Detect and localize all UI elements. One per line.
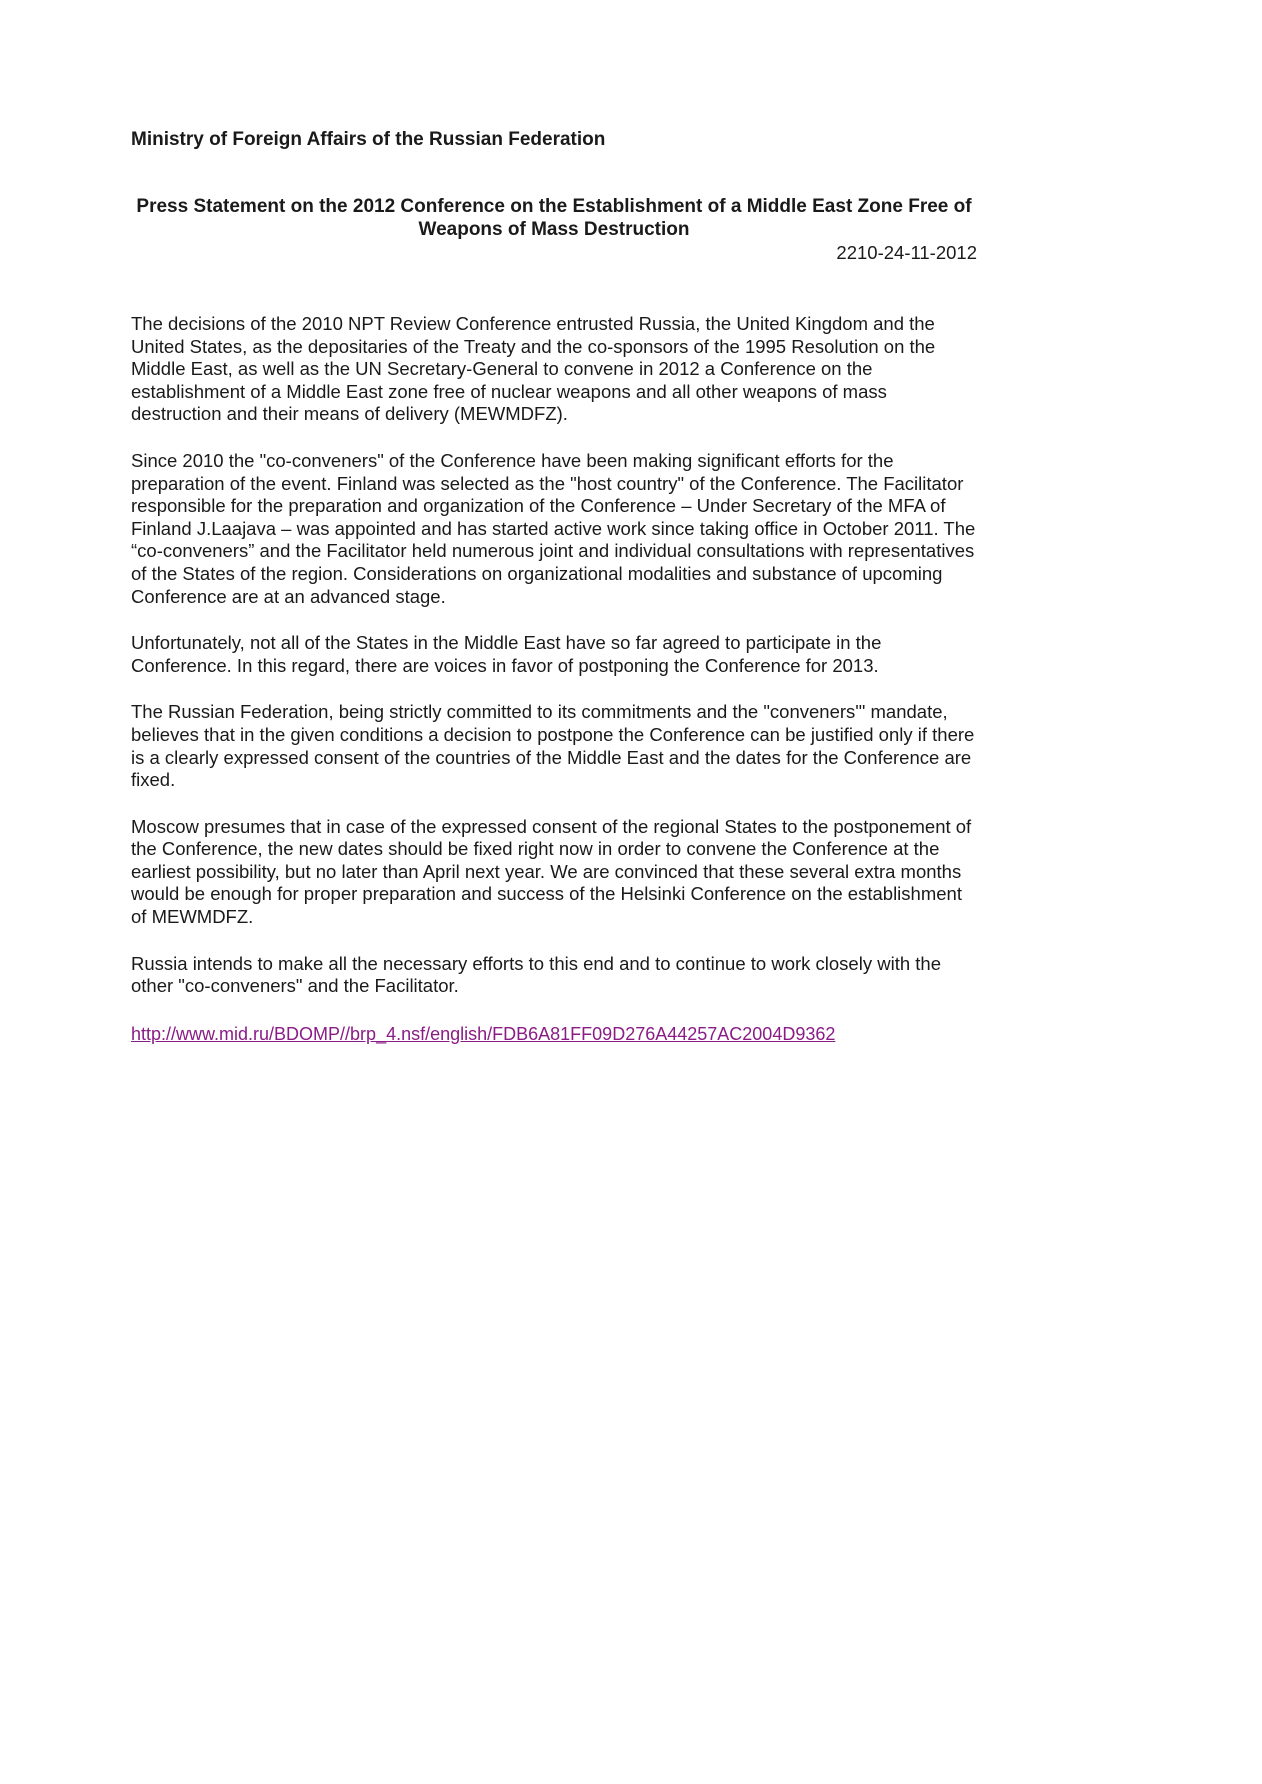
paragraph: Russia intends to make all the necessary efforts to this end and to continue to work closely with the other "co-conveners" and the Facilitator. <box>131 952 941 997</box>
document-body <box>131 313 981 1046</box>
paragraph: Unfortunately, not all of the States in the Middle East have so far agreed to participate in the Conference. In this regard, there are voices in favor of postponing the Conference for 2013. <box>131 632 882 676</box>
paragraph: Moscow presumes that in case of the expressed consent of the regional States to the postponement of the Conference, the new dates should be fixed right now in order to convene the Conference at the earliest possibility, but no later than April next year. We are convinced that these several extra months would be enough for proper preparation and success of the Helsinki Conference on the establishment of MEWMDFZ. <box>131 815 972 928</box>
paragraph: Since 2010 the "co-conveners" of the Conference have been making significant efforts for the preparation of the event. Finland was selected as the "host country" of the Conference. The Facilitator responsible for the preparation and organization of the Conference – Under Secretary of the MFA of Finland J.Laajava – was appointed and has started active work since taking office in October 2011. The “co-conveners” and the Facilitator held numerous joint and individual consultations with representatives of the States of the region. Considerations on organizational modalities and substance of upcoming Conference are at an advanced stage. <box>131 449 976 607</box>
reference-number: 2210-24-11-2012 <box>836 242 977 263</box>
paragraph: The decisions of the 2010 NPT Review Conference entrusted Russia, the United Kingdom and the United States, as the depositaries of the Treaty and the co-sponsors of the 1995 Resolution on the Middle East, as well as the UN Secretary-General to convene in 2012 a Conference on the establishment of a Middle East zone free of nuclear weapons and all other weapons of mass destruction and their means of delivery (MEWMDFZ). <box>131 313 936 425</box>
organization-heading: Ministry of Foreign Affairs of the Russian Federation <box>131 129 606 150</box>
source-link[interactable]: http://www.mid.ru/BDOMP//brp_4.nsf/english/FDB6A81FF09D276A44257AC2004D9362 <box>131 1023 836 1044</box>
paragraph: The Russian Federation, being strictly committed to its commitments and the "conveners'" mandate, believes that in the given conditions a decision to postpone the Conference can be justified only if there is a clearly expressed consent of the countries of the Middle East and the dates for the Conference are fixed. <box>131 701 975 791</box>
document-title: Press Statement on the 2012 Conference on the Establishment of a Middle East Zone Free of Weapons of Mass Destruction <box>136 196 972 240</box>
